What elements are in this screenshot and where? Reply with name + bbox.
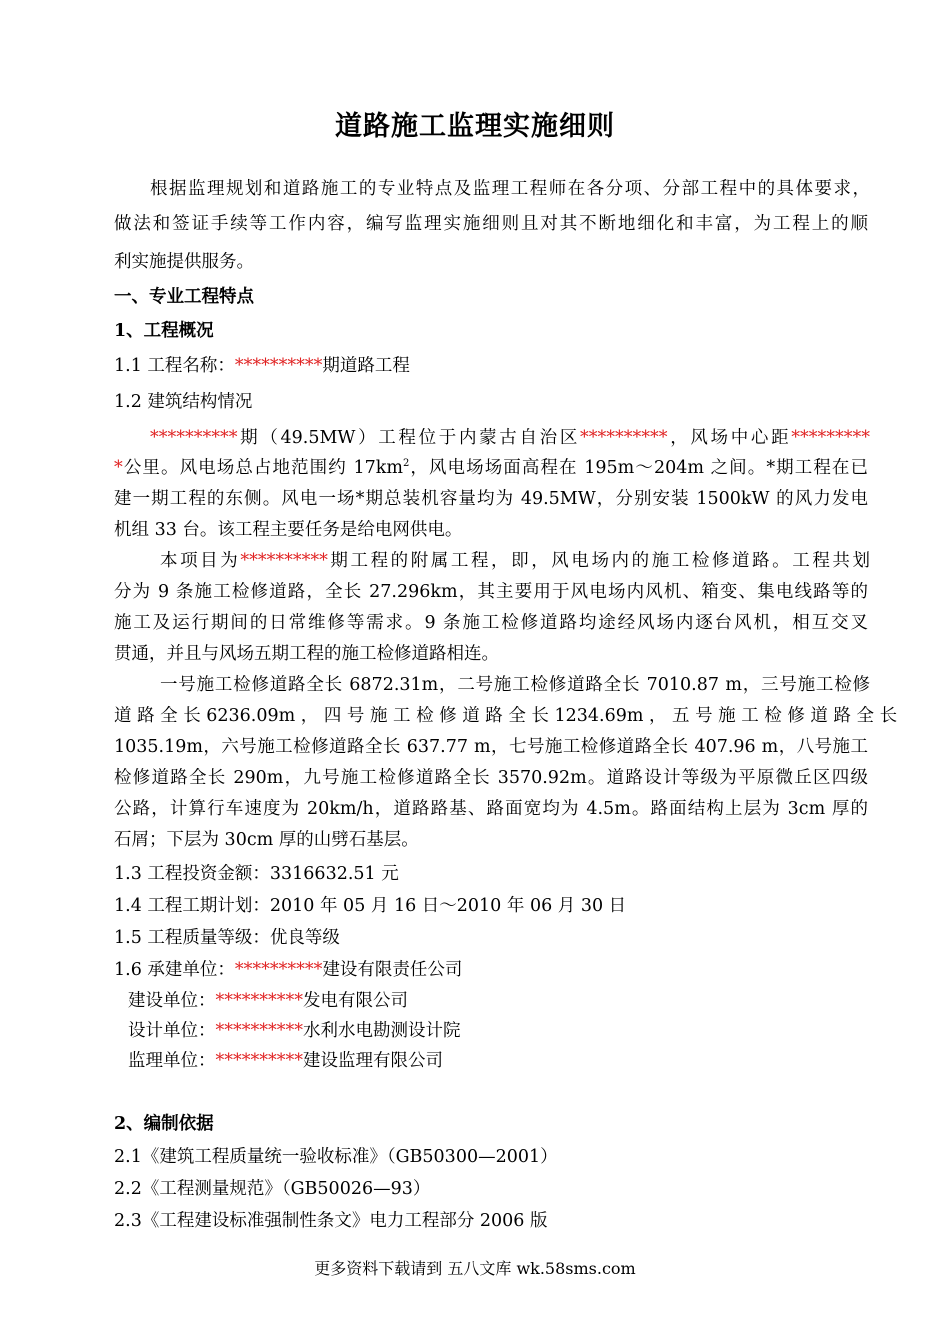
p2-line-1 [160,549,870,573]
masked-name: ********** [240,551,328,571]
section-2-heading: 2、编制依据 [114,1114,214,1134]
item-1-6-label: 1.6 承建单位： [114,960,235,980]
item-1-3: 1.3 工程投资金额：3316632.51 元 [114,864,399,884]
item-1-2: 1.2 建筑结构情况 [114,392,253,412]
item-1-4: 1.4 工程工期计划：2010 年 05 月 16 日～2010 年 06 月 30 日 [114,896,627,916]
item-1-5: 1.5 工程质量等级：优良等级 [114,928,340,948]
item-1-6-value: 建设有限责任公司 [322,960,463,980]
masked-char: * [114,458,123,478]
item-1-1 [114,354,410,378]
item-1-1-label: 1.1 工程名称： [114,356,235,376]
item-1-1-value: 期道路工程 [322,356,410,376]
p1-text: 期（49.5MW）工程位于内蒙古自治区 [237,428,581,448]
intro-line-3: 利实施提供服务。 [114,252,254,272]
p3-line-6: 石屑；下层为 30cm 厚的山劈石基层。 [114,830,419,850]
masked-name: ********** [234,960,323,980]
masked-name: ********* [791,428,870,448]
p1-line-4: 机组 33 台。该工程主要任务是给电网供电。 [114,520,463,540]
supervision-label: 监理单位： [128,1051,216,1071]
supervision-value: 建设监理有限公司 [303,1051,443,1071]
p2-line-3: 施工及运行期间的日常维修等需求。9 条施工检修道路均途经风场内逐台风机，相互交叉 [114,613,868,633]
masked-name: ********** [234,356,323,376]
item-2-3: 2.3《工程建设标准强制性条文》电力工程部分 2006 版 [114,1211,548,1231]
item-2-1: 2.1《建筑工程质量统一验收标准》（GB50300—2001） [114,1147,558,1167]
p1-line-1 [150,426,870,450]
masked-name: ********** [150,428,238,448]
p1-line-2 [114,456,868,480]
p1-text: 公里。风电场总占地范围约 17km [122,458,403,478]
item-2-2: 2.2《工程测量规范》（GB50026—93） [114,1179,431,1199]
page-footer: 更多资料下载请到 五八文库 wk.58sms.com [314,1259,636,1278]
p1-line-3: 建一期工程的东侧。风电一场*期总装机容量均为 49.5MW，分别安装 1500kW 的风力发电 [114,489,868,509]
masked-name: ********** [215,1021,303,1041]
design-value: 水利水电勘测设计院 [303,1021,461,1041]
masked-name: ********** [215,1051,303,1071]
intro-line-2: 做法和签证手续等工作内容，编写监理实施细则且对其不断地细化和丰富，为工程上的顺 [114,214,868,234]
owner-unit [128,989,408,1013]
section-1-heading: 一、专业工程特点 [114,287,254,307]
owner-value: 发电有限公司 [303,991,408,1011]
masked-name: ********** [215,991,303,1011]
p3-line-3: 1035.19m，六号施工检修道路全长 637.77 m，七号施工检修道路全长 407.96 m，八号施工 [114,737,868,757]
p2-text: 本项目为 [160,551,241,571]
design-label: 设计单位： [128,1021,216,1041]
document-title: 道路施工监理实施细则 [335,111,615,142]
item-1-6 [114,958,462,982]
masked-name: ********** [580,428,668,448]
subsection-1-heading: 1、工程概况 [114,321,214,341]
superscript: 2 [402,458,410,470]
design-unit [128,1019,461,1043]
owner-label: 建设单位： [128,991,216,1011]
p1-text: ，风电场场面高程在 195m～204m 之间。*期工程在已 [409,458,868,478]
p3-line-5: 公路，计算行车速度为 20km/h，道路路基、路面宽均为 4.5m。路面结构上层为 3cm 厚的 [114,799,868,819]
p3-line-1: 一号施工检修道路全长 6872.31m，二号施工检修道路全长 7010.87 m，三号施工检修 [160,675,870,695]
p2-text: 期工程的附属工程，即，风电场内的施工检修道路。工程共划 [327,551,871,571]
supervision-unit [128,1049,443,1073]
p1-text: ，风场中心距 [667,428,792,448]
p2-line-2: 分为 9 条施工检修道路，全长 27.296km，其主要用于风电场内风机、箱变、集电线路等的 [114,582,868,602]
intro-line-1: 根据监理规划和道路施工的专业特点及监理工程师在各分项、分部工程中的具体要求， [150,179,870,199]
p3-line-4: 检修道路全长 290m，九号施工检修道路全长 3570.92m。道路设计等级为平原微丘区四级 [114,768,868,788]
p3-line-2: 道 路 全 长 6236.09m ， 四 号 施 工 检 修 道 路 全 长 1234.69m ， 五 号 施 工 检 修 道 路 全 长 [114,706,898,726]
p2-line-4: 贯通，并且与风场五期工程的施工检修道路相连。 [114,644,499,664]
